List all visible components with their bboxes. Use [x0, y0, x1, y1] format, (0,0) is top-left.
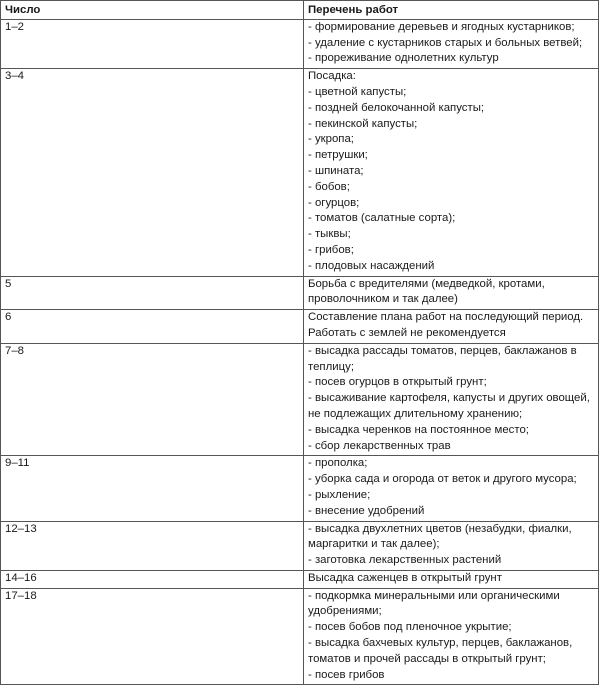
work-item: - рыхление; — [308, 488, 371, 501]
header-work-list: Перечень работ — [304, 1, 599, 20]
day-cell: 1–2 — [1, 19, 304, 68]
work-item: - посев огурцов в открытый грунт; — [308, 376, 487, 389]
work-item: - цветной капусты; — [308, 85, 407, 98]
work-item: Составление плана работ на последующий период. Работать с землей не рекомендуется — [308, 311, 584, 339]
work-item: - шпината; — [308, 164, 364, 177]
work-item: - посев бобов под пленочное укрытие; — [308, 621, 512, 634]
day-cell: 5 — [1, 276, 304, 310]
table-row — [1, 521, 599, 570]
work-item: - удаление с кустарников старых и больных ветвей; — [308, 36, 583, 49]
work-item: - пекинской капусты; — [308, 117, 418, 130]
work-item: - посев грибов — [308, 668, 385, 681]
work-item: - сбор лекарственных трав — [308, 439, 451, 452]
work-item: - плодовых насаждений — [308, 259, 435, 272]
table-body — [1, 19, 599, 685]
header-row — [1, 1, 599, 20]
work-item: - огурцов; — [308, 196, 360, 209]
work-cell — [304, 310, 599, 344]
header-day: Число — [1, 1, 304, 20]
table-row — [1, 69, 599, 276]
day-cell: 12–13 — [1, 521, 304, 570]
day-cell: 14–16 — [1, 570, 304, 588]
table-row — [1, 19, 599, 68]
work-cell — [304, 19, 599, 68]
work-cell — [304, 588, 599, 685]
work-item: - прореживание однолетних культур — [308, 52, 499, 65]
day-cell: 6 — [1, 310, 304, 344]
work-item: - петрушки; — [308, 149, 368, 162]
work-item: - формирование деревьев и ягодных кустарников; — [308, 20, 575, 33]
work-item: - высадка бахчевых культур, перцев, баклажанов, томатов и прочей рассады в открытый грунт; — [308, 637, 573, 665]
table-row — [1, 343, 599, 456]
work-item: - высаживание картофеля, капусты и других овощей, не подлежащих длительному хранению; — [308, 392, 590, 420]
work-item: Посадка: — [308, 70, 356, 83]
work-cell — [304, 570, 599, 588]
table-row — [1, 588, 599, 685]
work-item: - укропа; — [308, 133, 354, 146]
work-item: - подкормка минеральными или органическими удобрениями; — [308, 589, 560, 618]
work-item: - тыквы; — [308, 228, 351, 241]
work-item: - поздней белокочанной капусты; — [308, 101, 485, 114]
work-item: - высадка двухлетних цветов (незабудки, фиалки, маргаритки и так далее); — [308, 522, 572, 551]
work-cell — [304, 69, 599, 276]
work-item: - уборка сада и огорода от веток и другого мусора; — [308, 473, 577, 486]
table-row — [1, 276, 599, 310]
work-item: Высадка саженцев в открытый грунт — [308, 571, 502, 584]
work-item: - грибов; — [308, 243, 354, 256]
day-cell: 7–8 — [1, 343, 304, 456]
work-item: Борьба с вредителями (медведкой, кротами, проволочником и так далее) — [308, 277, 545, 306]
work-cell — [304, 343, 599, 456]
work-item: - томатов (салатные сорта); — [308, 212, 456, 225]
table-row — [1, 570, 599, 588]
work-item: - высадка черенков на постоянное место; — [308, 423, 529, 436]
work-item: - бобов; — [308, 180, 350, 193]
day-cell: 17–18 — [1, 588, 304, 685]
work-item: - высадка рассады томатов, перцев, баклажанов в теплицу; — [308, 344, 577, 373]
day-cell: 3–4 — [1, 69, 304, 276]
work-item: - внесение удобрений — [308, 504, 425, 517]
work-cell — [304, 276, 599, 310]
work-item: - заготовка лекарственных растений — [308, 554, 502, 567]
day-cell: 9–11 — [1, 456, 304, 521]
work-item: - прополка; — [308, 457, 368, 470]
table-row — [1, 456, 599, 521]
table-row — [1, 310, 599, 344]
work-cell — [304, 521, 599, 570]
work-cell — [304, 456, 599, 521]
